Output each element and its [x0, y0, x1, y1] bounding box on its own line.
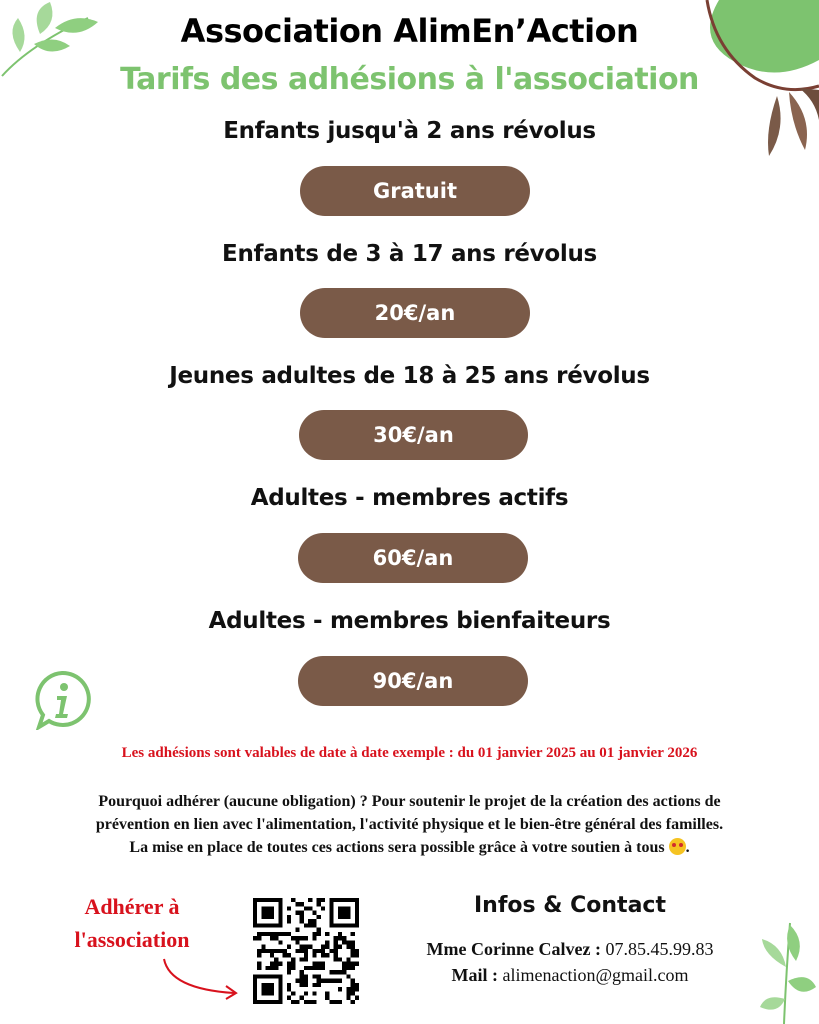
leaf-branch-bottom-right-icon — [750, 915, 819, 1024]
contact-name-label: Mme Corinne Calvez : — [426, 939, 601, 959]
why-line: La mise en place de toutes ces actions sera possible grâce à votre soutien à tous . — [129, 839, 690, 856]
join-label — [52, 890, 212, 956]
tariff-category: Enfants jusqu'à 2 ans révolus — [223, 118, 596, 144]
join-line: l'association — [74, 927, 190, 952]
tariff-category: Adultes - membres bienfaiteurs — [208, 608, 611, 634]
tariff-category: Jeunes adultes de 18 à 25 ans révolus — [169, 363, 650, 389]
validity-note: Les adhésions sont valables de date à date exemple : du 01 janvier 2025 au 01 janvier 2026 — [121, 745, 698, 761]
join-line: Adhérer à — [84, 894, 180, 919]
arrow-icon — [160, 955, 244, 1003]
contact-phone-line — [390, 939, 750, 960]
page-title: Association AlimEn’Action — [180, 12, 639, 50]
why-line: Pourquoi adhérer (aucune obligation) ? Pour soutenir le projet de la création des actions de — [98, 793, 721, 810]
why-join-text — [0, 790, 819, 859]
tariff-price-badge: Gratuit — [300, 166, 530, 216]
tariff-price-badge: 60€/an — [298, 533, 528, 583]
tariff-category: Adultes - membres actifs — [250, 485, 569, 511]
page-subtitle: Tarifs des adhésions à l'association — [120, 62, 699, 97]
contact-email[interactable]: alimenaction@gmail.com — [502, 965, 689, 985]
info-icon — [33, 670, 91, 730]
contact-phone[interactable]: 07.85.45.99.83 — [605, 939, 714, 959]
contact-mail-line — [390, 965, 750, 986]
why-line-text: La mise en place de toutes ces actions sera possible grâce à votre soutien à tous — [129, 839, 665, 856]
contact-title: Infos & Contact — [474, 893, 666, 918]
why-line: prévention en lien avec l'alimentation, l'activité physique et le bien-être général des familles. — [95, 816, 724, 833]
tariff-price-badge: 30€/an — [299, 410, 528, 460]
qr-code-icon[interactable] — [253, 898, 359, 1004]
tariff-price-badge: 20€/an — [300, 288, 530, 338]
contact-mail-label: Mail : — [451, 965, 498, 985]
tariff-price-badge: 90€/an — [298, 656, 528, 706]
star-struck-emoji-icon — [669, 838, 686, 855]
tariff-category: Enfants de 3 à 17 ans révolus — [222, 241, 597, 267]
